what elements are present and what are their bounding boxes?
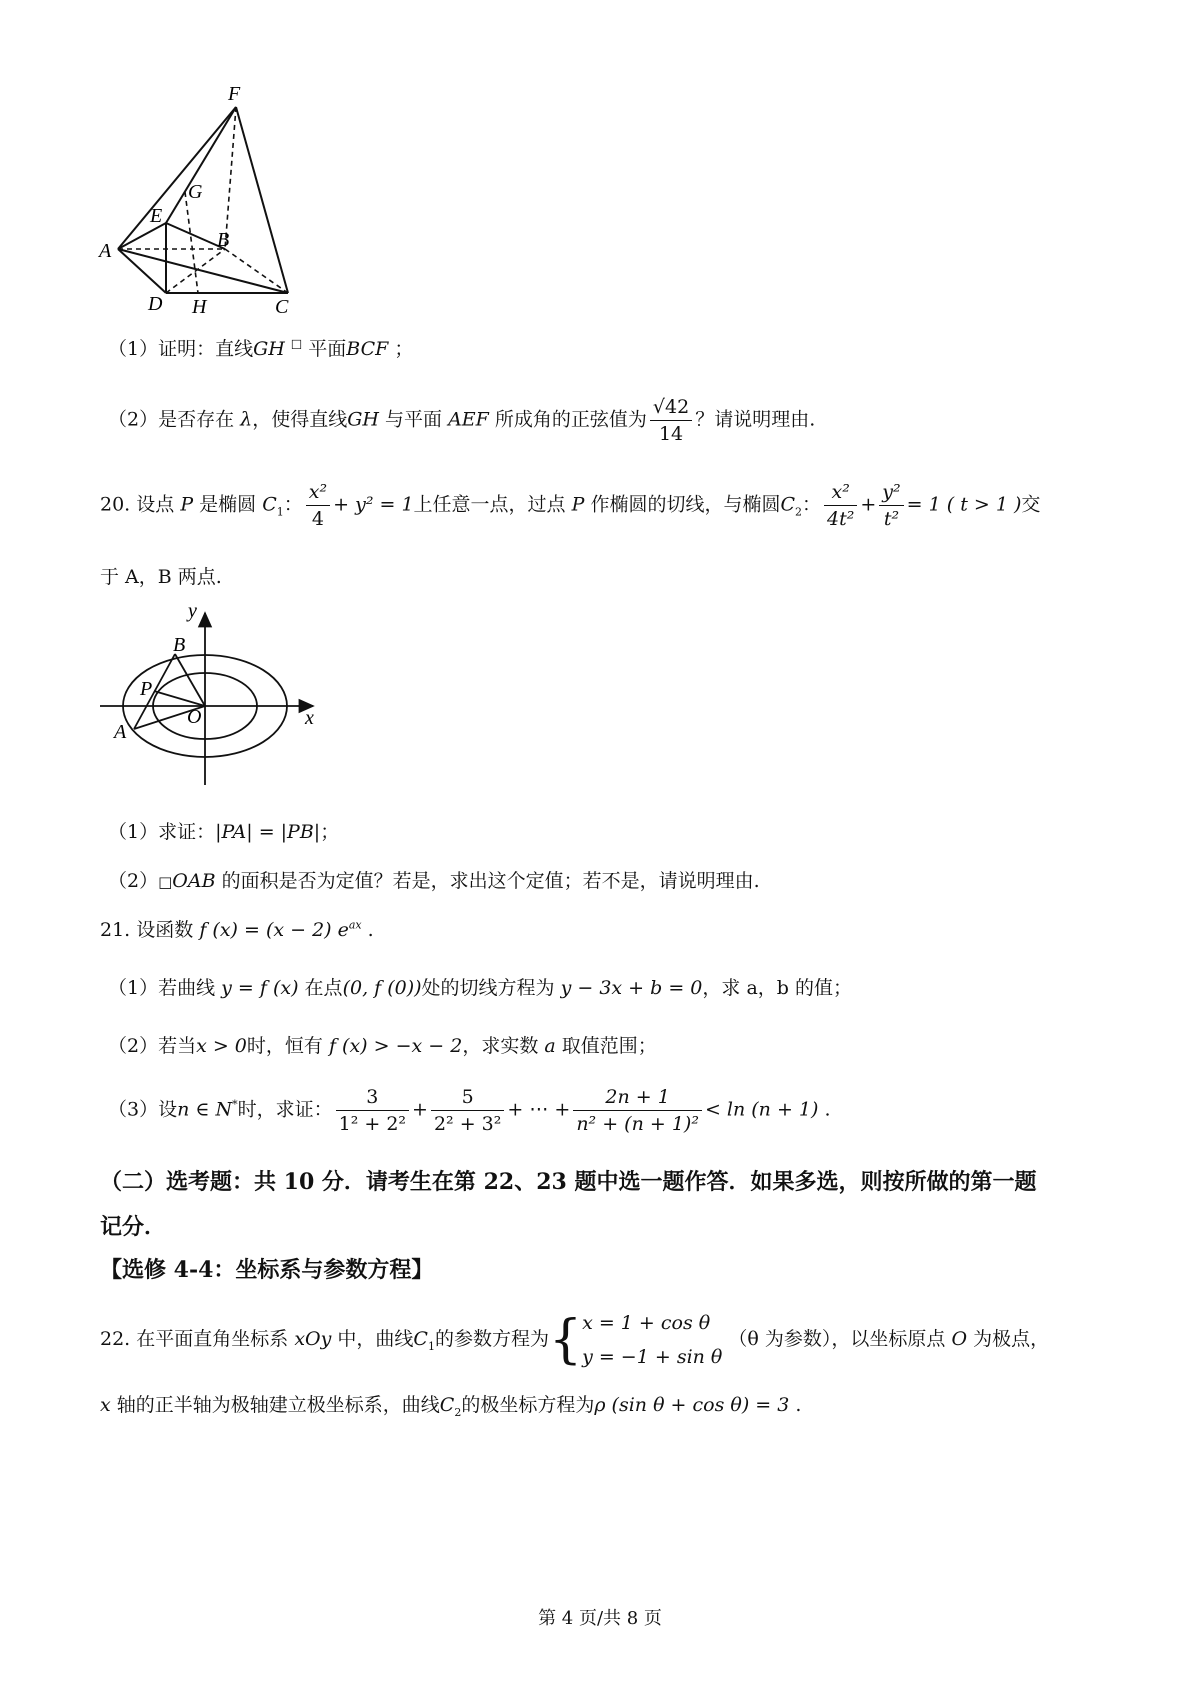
q21-part2: （2）若当x > 0时，恒有 f (x) > −x − 2，求实数 a 取值范围；	[108, 1035, 657, 1057]
label-D: D	[148, 293, 163, 315]
q19-part1: （1）证明：直线GH □ 平面BCF ；	[108, 336, 414, 360]
q20-part1: （1）求证：|PA| = |PB|；	[108, 821, 340, 843]
q22-stem-line2: x 轴的正半轴为极轴建立极坐标系，曲线$C_2$的极坐标方程为ρ (sin θ + cos θ) = 3 .	[100, 1394, 802, 1419]
section-instructions-line2: 记分．	[100, 1214, 167, 1240]
q19-part2: （2）是否存在 λ，使得直线GH 与平面 AEF 所成角的正弦值为 $\frac{√42}{14}$ ？请说明理由.	[108, 396, 816, 445]
q21-part3: （3）设n ∈ N*时，求证： $\frac{3}{\text{1² + 2²}}$ + $\frac{5}{\text{2² + 3²}}$ + ⋯ + $\frac{2n + 1}{\text{n² + (n + 1)²}}$ < ln (n + 1) .	[108, 1086, 831, 1135]
label-B: B	[217, 229, 230, 251]
fraction: $\frac{\text{x²}}{4}$	[306, 480, 330, 531]
label-P: P	[140, 678, 153, 700]
edge-BF	[225, 107, 236, 249]
label-C: C	[275, 296, 289, 318]
fraction: $\frac{\text{y²}}{\text{t²}}$	[879, 480, 903, 531]
edge-FC	[236, 107, 288, 293]
label-O: O	[187, 706, 202, 728]
segment-GH	[185, 192, 198, 293]
ellipse-figure	[95, 595, 335, 795]
page-footer: 第 4 页/共 8 页	[538, 1608, 662, 1629]
edge-AC	[118, 249, 288, 293]
q20-stem-line2: 于 A，B 两点.	[100, 566, 222, 588]
label-A: A	[114, 721, 127, 743]
geometry-figure	[95, 80, 325, 320]
label-F: F	[228, 83, 241, 105]
label-E: E	[150, 205, 163, 227]
fraction: $\frac{2n + 1}{\text{n² + (n + 1)²}}$	[573, 1085, 702, 1136]
fraction: $\frac{\text{x²}}{\text{4t²}}$	[824, 480, 857, 531]
fraction: $\frac{5}{\text{2² + 3²}}$	[431, 1085, 504, 1136]
q21-stem: 21. 设函数 f (x) = (x − 2) $e^{ax}$ .	[100, 918, 374, 941]
q20-part2: （2）□OAB 的面积是否为定值？若是，求出这个定值；若不是，请说明理由.	[108, 870, 760, 892]
label-A: A	[99, 240, 112, 262]
q22-stem: 22. 在平面直角坐标系 xOy 中，曲线$C_1$的参数方程为{ x = 1 + cos θ y = −1 + sin θ （θ 为参数），以坐标原点 O 为极点，	[100, 1306, 1049, 1374]
label-x: x	[305, 707, 314, 729]
edge-DB	[166, 249, 225, 293]
label-H: H	[192, 296, 207, 318]
label-G: G	[188, 181, 203, 203]
q20-stem: 20. 设点 P 是椭圆 $C_1$： $\frac{\text{x²}}{4}$ + y² = 1上任意一点，过点 P 作椭圆的切线，与椭圆$C_2$： $\frac{\text{x²}}{\text{4t²}}$ + $\frac{\text{y²}}{\text{t²}}$ = 1 ( t > 1 )交	[100, 481, 1041, 530]
edge-EF	[166, 107, 236, 223]
label-y: y	[188, 600, 197, 622]
brace-icon: {	[548, 1310, 583, 1370]
fraction: $\frac{3}{\text{1² + 2²}}$	[336, 1085, 409, 1136]
elective-heading: 【选修 4-4：坐标系与参数方程】	[100, 1257, 434, 1283]
parametric-system: x = 1 + cos θ y = −1 + sin θ	[582, 1312, 723, 1368]
label-B: B	[173, 634, 186, 656]
q21-part1: （1）若曲线 y = f (x) 在点(0, f (0))处的切线方程为 y − 3x + b = 0，求 a，b 的值；	[108, 977, 852, 999]
section-instructions: （二）选考题：共 10 分．请考生在第 22、23 题中选一题作答．如果多选，则按所做的第一题	[100, 1169, 1037, 1195]
fraction: $\frac{√42}{14}$	[650, 395, 692, 446]
